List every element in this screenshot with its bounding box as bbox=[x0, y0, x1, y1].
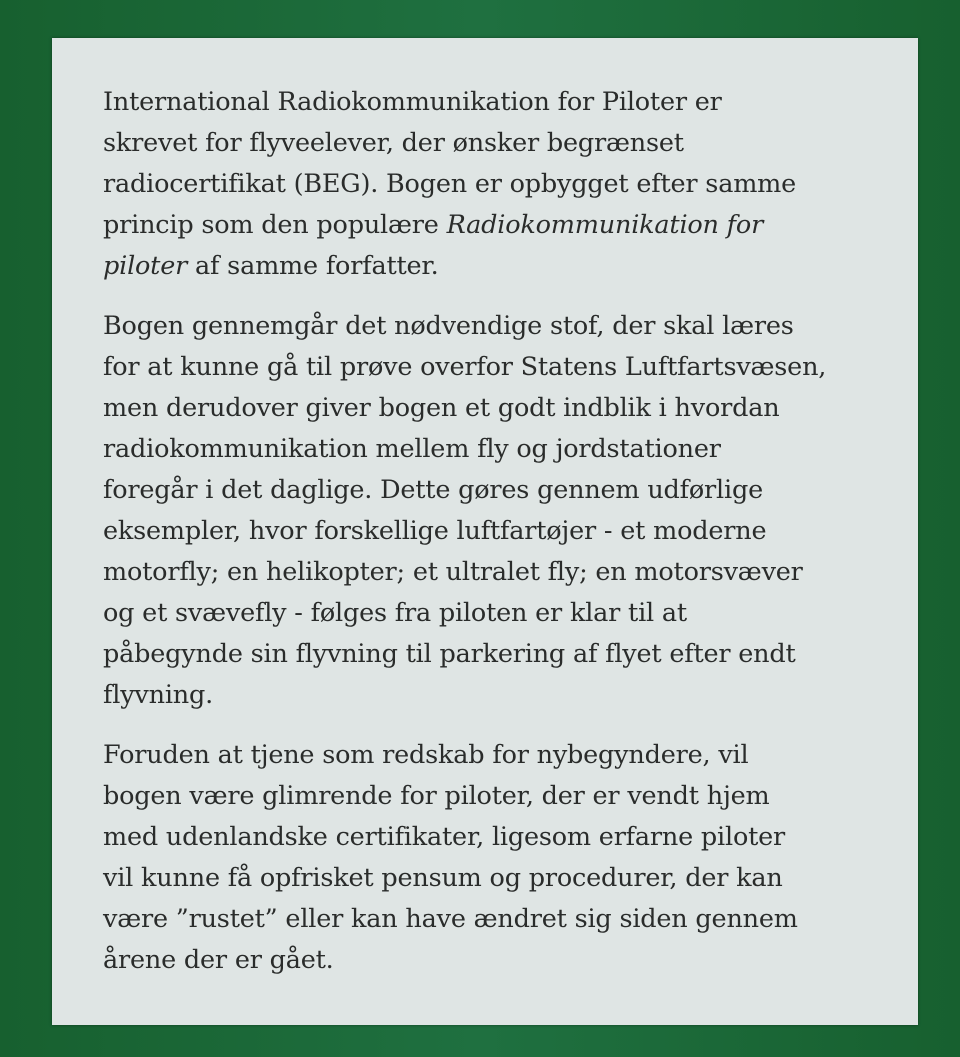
italic-title: Radiokommunikation for bbox=[446, 210, 764, 240]
text-line bbox=[103, 246, 903, 287]
text-line bbox=[103, 675, 903, 716]
text-segment: flyvning. bbox=[103, 680, 214, 710]
text-line bbox=[103, 470, 903, 511]
text-segment: af samme forfatter. bbox=[187, 251, 439, 281]
italic-title: piloter bbox=[103, 251, 188, 281]
text-line bbox=[103, 306, 903, 347]
text-line bbox=[103, 634, 903, 675]
back-cover-panel bbox=[52, 38, 918, 1025]
text-line bbox=[103, 511, 903, 552]
text-line bbox=[103, 552, 903, 593]
text-line bbox=[103, 429, 903, 470]
text-line bbox=[103, 82, 903, 123]
text-segment: påbegynde sin flyvning til parkering af flyet efter endt bbox=[103, 639, 796, 669]
text-line bbox=[103, 164, 903, 205]
text-segment: International Radiokommunikation for Piloter er bbox=[103, 87, 722, 117]
text-line bbox=[103, 817, 903, 858]
text-segment: motorfly; en helikopter; et ultralet fly; en motorsvæver bbox=[103, 557, 803, 587]
paragraph bbox=[103, 735, 903, 981]
text-segment: radiocertifikat (BEG). Bogen er opbygget efter samme bbox=[103, 169, 797, 199]
text-line bbox=[103, 858, 903, 899]
text-segment: for at kunne gå til prøve overfor Statens Luftfartsvæsen, bbox=[103, 352, 827, 382]
text-segment: radiokommunikation mellem fly og jordstationer bbox=[103, 434, 721, 464]
text-line bbox=[103, 776, 903, 817]
text-segment: være ”rustet” eller kan have ændret sig siden gennem bbox=[103, 904, 798, 934]
text-segment: vil kunne få opfrisket pensum og procedurer, der kan bbox=[103, 863, 783, 893]
text-segment: og et svævefly - følges fra piloten er klar til at bbox=[103, 598, 687, 628]
text-line bbox=[103, 388, 903, 429]
text-segment: skrevet for flyveelever, der ønsker begrænset bbox=[103, 128, 684, 158]
text-line bbox=[103, 347, 903, 388]
text-line bbox=[103, 940, 903, 981]
text-segment: eksempler, hvor forskellige luftfartøjer - et moderne bbox=[103, 516, 767, 546]
text-segment: med udenlandske certifikater, ligesom erfarne piloter bbox=[103, 822, 786, 852]
paragraph bbox=[103, 82, 903, 287]
text-segment: princip som den populære bbox=[103, 210, 447, 240]
text-segment: men derudover giver bogen et godt indblik i hvordan bbox=[103, 393, 780, 423]
text-line bbox=[103, 899, 903, 940]
blurb-text bbox=[103, 82, 903, 1000]
text-segment: bogen være glimrende for piloter, der er vendt hjem bbox=[103, 781, 770, 811]
text-segment: foregår i det daglige. Dette gøres gennem udførlige bbox=[103, 475, 763, 505]
text-segment: Bogen gennemgår det nødvendige stof, der skal læres bbox=[103, 311, 794, 341]
text-line bbox=[103, 593, 903, 634]
text-line bbox=[103, 123, 903, 164]
text-segment: Foruden at tjene som redskab for nybegyndere, vil bbox=[103, 740, 749, 770]
text-line bbox=[103, 205, 903, 246]
text-line bbox=[103, 735, 903, 776]
text-segment: årene der er gået. bbox=[103, 945, 334, 975]
paragraph bbox=[103, 306, 903, 716]
